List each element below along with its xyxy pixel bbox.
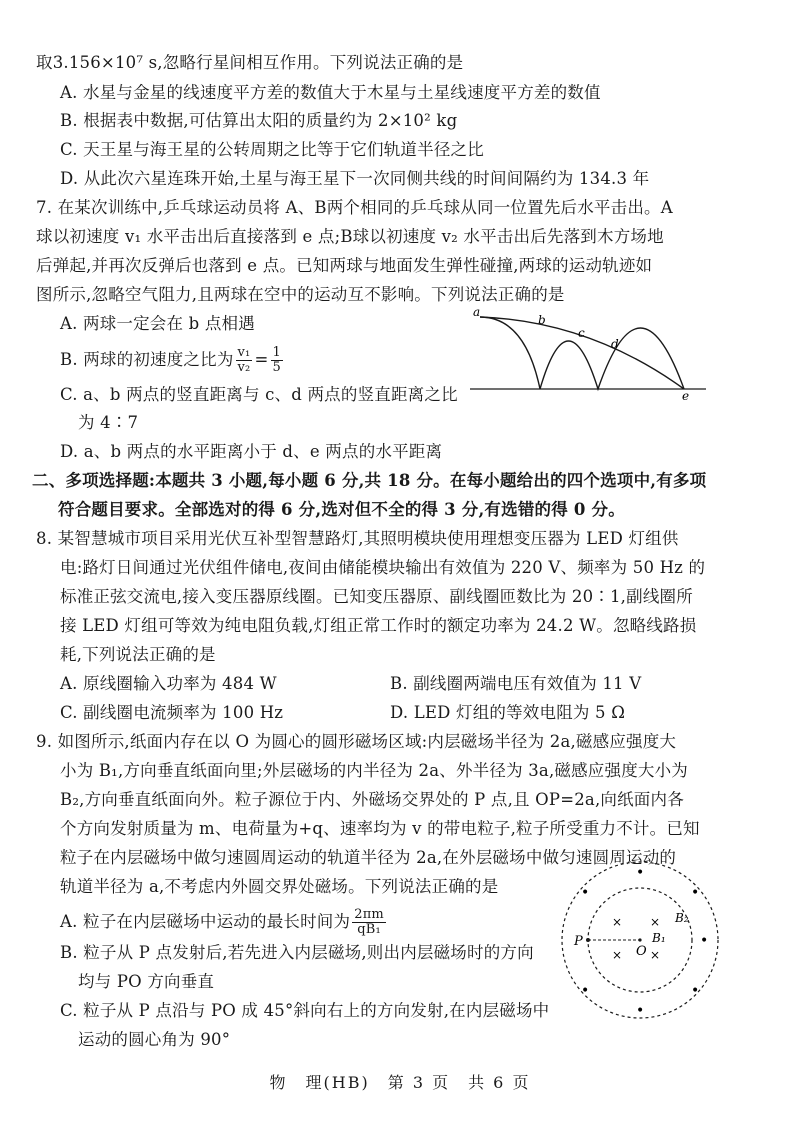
q9-option-c-line-2: 运动的圆心角为 90° [78,1030,231,1049]
q6-option-a: A. 水星与金星的线速度平方差的数值大于木星与土星线速度平方差的数值 [60,83,601,102]
point-p-marker [586,938,590,942]
q7-frac-den: v₂ [237,360,251,375]
q9-stem-line-3: B₂,方向垂直纸面向外。粒子源位于内、外磁场交界处的 P 点,且 OP=2a,向纸面内各 [60,790,684,809]
fig-label-c: c [578,326,585,340]
q7-option-c-line-1: C. a、b 两点的竖直距离与 c、d 两点的竖直距离之比 [60,385,458,404]
q6-option-b: B. 根据表中数据,可估算出太阳的质量约为 2×10² kg [60,111,458,130]
q6-continuation: 取3.156×10⁷ s,忽略行星间相互作用。下列说法正确的是 [36,53,464,72]
q7-stem-line-2: 球以初速度 v₁ 水平击出后直接落到 e 点;B球以初速度 v₂ 水平击出后先落到木方场地 [36,227,664,246]
fig-label-d: d [611,337,619,351]
q7-trajectory-figure [470,305,710,405]
fig-label-a: a [473,305,481,319]
label-p: P [574,934,583,949]
q8-stem-line-2: 电:路灯日间通过光伏组件储电,夜间由储能模块输出有效值为 220 V、频率为 50 Hz 的 [60,558,706,577]
q8-option-b: B. 副线圈两端电压有效值为 11 V [390,674,642,693]
dot-mark-1: • [636,865,645,881]
q9-stem-line-5: 粒子在内层磁场中做匀速圆周运动的轨道半径为 2a,在外层磁场中做匀速圆周运动的 [60,848,677,867]
q7-option-c-line-2: 为 4∶7 [78,413,139,432]
cross-mark-1: × [612,915,623,929]
fig-label-b: b [538,313,546,327]
q7-option-d: D. a、b 两点的水平距离小于 d、e 两点的水平距离 [60,442,443,461]
q9-option-a [60,908,388,937]
q9-frac-den: qB₁ [357,922,381,937]
fig-label-e: e [682,389,690,403]
q9-frac-num: 2πm [354,907,384,922]
q9-stem-line-6: 轨道半径为 a,不考虑内外圆交界处磁场。下列说法正确的是 [60,877,499,896]
dot-mark-4: • [691,885,700,901]
q9-option-a-text: A. 粒子在内层磁场中运动的最长时间为 [60,912,351,931]
q7-stem-line-1: 7. 在某次训练中,乒乓球运动员将 A、B两个相同的乒乓球从同一位置先后水平击出。A [36,198,673,217]
q6-option-d: D. 从此次六星连珠开始,土星与海王星下一次同侧共线的时间间隔约为 134.3 年 [60,169,650,188]
q9-time-fraction [352,908,386,937]
q8-option-d: D. LED 灯组的等效电阻为 5 Ω [390,703,626,722]
q8-option-c: C. 副线圈电流频率为 100 Hz [60,703,284,722]
dot-mark-5: • [581,983,590,999]
q7-option-a: A. 两球一定会在 b 点相遇 [60,314,255,333]
q9-magnetic-field-figure [555,855,725,1025]
cross-mark-4: × [650,948,661,962]
cross-mark-2: × [650,915,661,929]
dot-mark-2: • [636,1003,645,1019]
q7-velocity-fraction [236,346,253,375]
q9-option-c-line-1: C. 粒子从 P 点沿与 PO 成 45°斜向右上的方向发射,在内层磁场中 [60,1001,550,1020]
section-2-heading-line-1: 二、多项选择题:本题共 3 小题,每小题 6 分,共 18 分。在每小题给出的四个选项中,有多项 [32,471,707,490]
q8-stem-line-1: 8. 某智慧城市项目采用光伏互补型智慧路灯,其照明模块使用理想变压器为 LED 灯组供 [36,529,679,548]
q9-stem-line-1: 9. 如图所示,纸面内存在以 O 为圆心的圆形磁场区域:内层磁场半径为 2a,磁感应强度大 [36,732,677,751]
label-b1: B₁ [652,931,666,945]
page-footer: 物 理(HB) 第 3 页 共 6 页 [269,1073,531,1092]
dot-mark-6: • [691,983,700,999]
q7-option-b-text: B. 两球的初速度之比为 [60,350,234,369]
q8-stem-line-4: 接 LED 灯组可等效为纯电阻负载,灯组正常工作时的额定功率为 24.2 W。忽略线路损 [60,616,697,635]
q7-ratio-den: 5 [272,360,281,375]
cross-mark-3: × [612,948,623,962]
q8-option-a: A. 原线圈输入功率为 484 W [60,674,277,693]
q6-option-c: C. 天王星与海王星的公转周期之比等于它们轨道半径之比 [60,140,484,159]
q8-stem-line-3: 标准正弦交流电,接入变压器原线圈。已知变压器原、副线圈匝数比为 20∶1,副线圈所 [60,587,693,606]
q7-stem-line-4: 图所示,忽略空气阻力,且两球在空中的运动互不影响。下列说法正确的是 [36,285,565,304]
q7-equals: = [254,350,269,369]
point-o-marker [638,938,641,941]
dot-mark-3: • [581,885,590,901]
q9-option-b-line-1: B. 粒子从 P 点发射后,若先进入内层磁场,则出内层磁场时的方向 [60,943,534,962]
q9-stem-line-4: 个方向发射质量为 m、电荷量为+q、速率均为 v 的带电粒子,粒子所受重力不计。已知 [60,819,700,838]
q7-frac-num: v₁ [237,345,251,360]
q9-option-b-line-2: 均与 PO 方向垂直 [78,972,215,991]
q7-ratio-num: 1 [272,345,281,360]
section-2-heading-line-2: 符合题目要求。全部选对的得 6 分,选对但不全的得 3 分,有选错的得 0 分。 [58,500,625,519]
label-b2: B₂ [675,911,689,925]
q7-option-b [60,346,285,375]
dot-mark-7: • [700,933,709,949]
q7-ratio-fraction [271,346,283,375]
q9-stem-line-2: 小为 B₁,方向垂直纸面向里;外层磁场的内半径为 2a、外半径为 3a,磁感应强度大小为 [60,761,688,780]
label-o: O [636,944,647,959]
q8-stem-line-5: 耗,下列说法正确的是 [60,645,216,664]
q7-stem-line-3: 后弹起,并再次反弹后也落到 e 点。已知两球与地面发生弹性碰撞,两球的运动轨迹如 [36,256,653,275]
